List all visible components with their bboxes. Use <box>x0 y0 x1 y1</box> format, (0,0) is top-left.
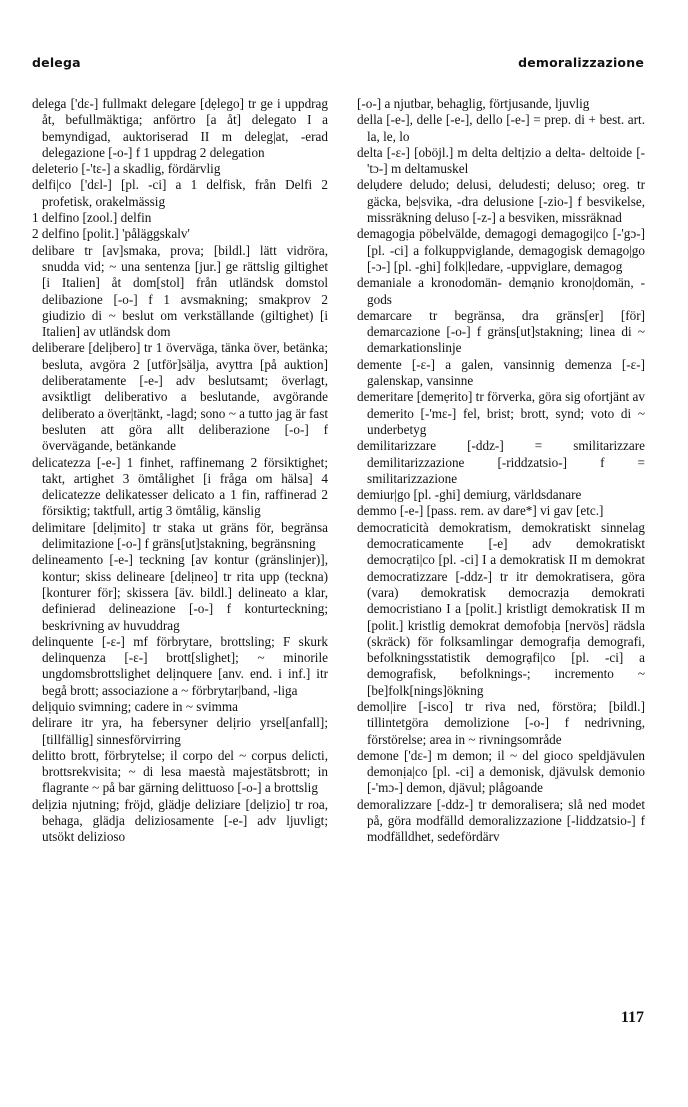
dictionary-entry: delimitare [delịmito] tr staka ut gräns för, begränsa delimitazione [-o-] f gräns[ut]stakning, begränsning <box>32 519 328 552</box>
dictionary-entry: delfi|co ['dɛl-] [pl. -ci] a 1 delfisk, från Delfi 2 profetisk, orakelmässig <box>32 177 328 209</box>
dictionary-entry: demente [-ɛ-] a galen, vansinnig demenza [-ɛ-] galenskap, vansinne <box>357 356 645 389</box>
dictionary-entry: 1 delfino [zool.] delfin <box>32 210 152 226</box>
dictionary-entry: demilitarizzare [-ddz-] = smilitarizzare demilitarizzazione [-riddzatsio-] f = smilitarizzazione <box>357 438 645 486</box>
dictionary-entry: delinquente [-ɛ-] mf förbrytare, brottsling; F skurk delinquenza [-ɛ-] brott[slighet]; ~ minorile ungdomsbrottslighet delịnquere [anv. end. i inf.] itr begå brott; associazione a ~ förbrytar|band, -liga <box>32 633 328 698</box>
dictionary-entry: delụdere deludo; delusi, deludesti; deluso; oreg. tr gäcka, be|svika, -dra delusione [-zio-] f besvikelse, missräkning deluso [-z-] a besviken, missräknad <box>357 177 645 226</box>
dictionary-entry: delịquio svimning; cadere in ~ svimma <box>32 698 239 714</box>
dictionary-entry: demoralizzare [-ddz-] tr demoralisera; slå ned modet på, göra modfälld demoralizzazione [-liddzatsio-] f modfälldhet, sedefördärv <box>357 796 645 845</box>
dictionary-entry: delta [-ɛ-] [oböjl.] m delta deltịzio a delta- deltoide [-'tɔ-] m deltamuskel <box>357 144 645 177</box>
dictionary-entry: delirare itr yra, ha febersyner delịrio yrsel[anfall]; [tillfällig] sinnesförvirring <box>32 715 328 747</box>
dictionary-entry: 2 delfino [polit.] 'påläggskalv' <box>32 226 190 242</box>
running-header-right: demoralizzazione <box>518 55 644 70</box>
left-column <box>32 96 328 846</box>
dictionary-entry: delịzia njutning; fröjd, glädje deliziare [delịzio] tr roa, behaga, glädja deliziosamente [-e-] adv ljuvligt; utsökt delizioso <box>32 796 328 845</box>
dictionary-entry: delicatezza [-e-] 1 finhet, raffinemang 2 försiktighet; takt, artighet 3 ömtålighet [i fråga om hälsa] 4 delicatezze delikatesser delicato a 1 fin, raffinerad 2 försiktig; taktfull, artig 3 ömtålig, känslig <box>32 454 328 519</box>
dictionary-entry: deleterio [-'tɛ-] a skadlig, fördärvlig <box>32 161 221 177</box>
dictionary-entry: deliberare [delịbero] tr 1 överväga, tänka över, betänka; besluta, avgöra 2 [utför]sälja, avyttra [på auktion] deliberatamente [-e-] adv beslutsamt; överlagt, avsiktligt deliberativo a beslutande, avgörande deliberato a över|tänkt, -lagd; sono ~ a tutto jag är fast besluten att göra allt deliberazione [-o-] f övervägande, betänkande <box>32 340 328 454</box>
dictionary-entry: demmo [-e-] [pass. rem. av dare*] vi gav [etc.] <box>357 503 604 519</box>
dictionary-entry: della [-e-], delle [-e-], dello [-e-] = prep. di + best. art. la, le, lo <box>357 112 645 144</box>
dictionary-entry: delineamento [-e-] teckning [av kontur (gränslinjer)], kontur; skiss delineare [delịneo] tr rita upp (teckna) [konturer för]; skissera [äv. bildl.] delineato a klar, definierad delineazione [-o-] f konturteckning; beskrivning av huvuddrag <box>32 552 328 633</box>
dictionary-entry: delitto brott, förbrytelse; il corpo del ~ corpus delicti, brottsrekvisita; ~ di lesa maestà majestätsbrott; in flagrante ~ på bar gärning delittuoso [-o-] a brottslig <box>32 747 328 796</box>
page-number: 117 <box>620 1009 644 1026</box>
dictionary-entry: demaniale a kronodomän- demạnio krono|domän, -gods <box>357 275 645 307</box>
right-column <box>357 96 645 846</box>
dictionary-entry: demol|ire [-isco] tr riva ned, förstöra; [bildl.] tillintetgöra demolizione [-o-] f nedrivning, förstörelse; area in ~ rivningsområde <box>357 698 645 747</box>
dictionary-entry: delibare tr [av]smaka, prova; [bildl.] lätt vidröra, snudda vid; ~ una sentenza [jur.] ge rättslig giltighet [i Italien] åt dom[stol] från utländsk domstol delibazione [-o-] f 1 avsmakning; smakprov 2 giudizio di ~ beslut om verkställande (giltighet) [i Italien] av utländsk dom <box>32 242 328 340</box>
dictionary-entry: demarcare tr begränsa, dra gräns[er] [för] demarcazione [-o-] f gräns[ut]stakning; linea di ~ demarkationslinje <box>357 307 645 356</box>
dictionary-entry: delega ['dɛ-] fullmakt delegare [dẹlego] tr ge i uppdrag åt, befullmäktiga; anförtro [a åt] delegato I a bemyndigad, auktoriserad II m deleg|at, -erad delegazione [-o-] f 1 uppdrag 2 delegation <box>32 96 328 160</box>
dictionary-entry: demeritare [demẹrito] tr förverka, göra sig ofortjänt av demerito [-'mɛ-] fel, brist; brott, synd; voto di ~ underbetyg <box>357 389 645 437</box>
dictionary-entry: [-o-] a njutbar, behaglig, förtjusande, ljuvlig <box>357 96 590 111</box>
running-header-left: delega <box>32 55 81 70</box>
dictionary-entry: demagogịa pöbelvälde, demagogi demagogi|co [-'gɔ-] [pl. -ci] a folkuppviglande, demagogisk demago|go [-ɔ-] [pl. -ghi] folk|ledare, -uppviglare, demagog <box>357 226 645 274</box>
dictionary-entry: demiur|go [pl. -ghi] demiurg, världsdanare <box>357 487 582 503</box>
dictionary-entry: demone ['dɛ-] m demon; il ~ del gioco speldjävulen demonịa|co [pl. -ci] a demonisk, djävulsk demonio [-'mɔ-] demon, djävul; plågoande <box>357 747 645 796</box>
dictionary-entry: democraticità demokratism, demokratiskt sinnelag democraticamente [-e] adv demokratiskt democrạti|co [pl. -ci] I a demokratisk II m demokrat democratizzare [-ddz-] tr itr demokratisera, göra (vara) demokratisk democrazịa demokrati democristiano I a [polit.] kristligt demokratisk II m [polit.] kristlig demokrat demofobịa [nervös] rädsla (skräck) för folksamlingar demografịa demografi, befolkningsstatistik demogrạfi|co [pl. -ci] a demografisk, befolknings-; incremento ~ [be]folk[nings]ökning <box>357 519 645 698</box>
